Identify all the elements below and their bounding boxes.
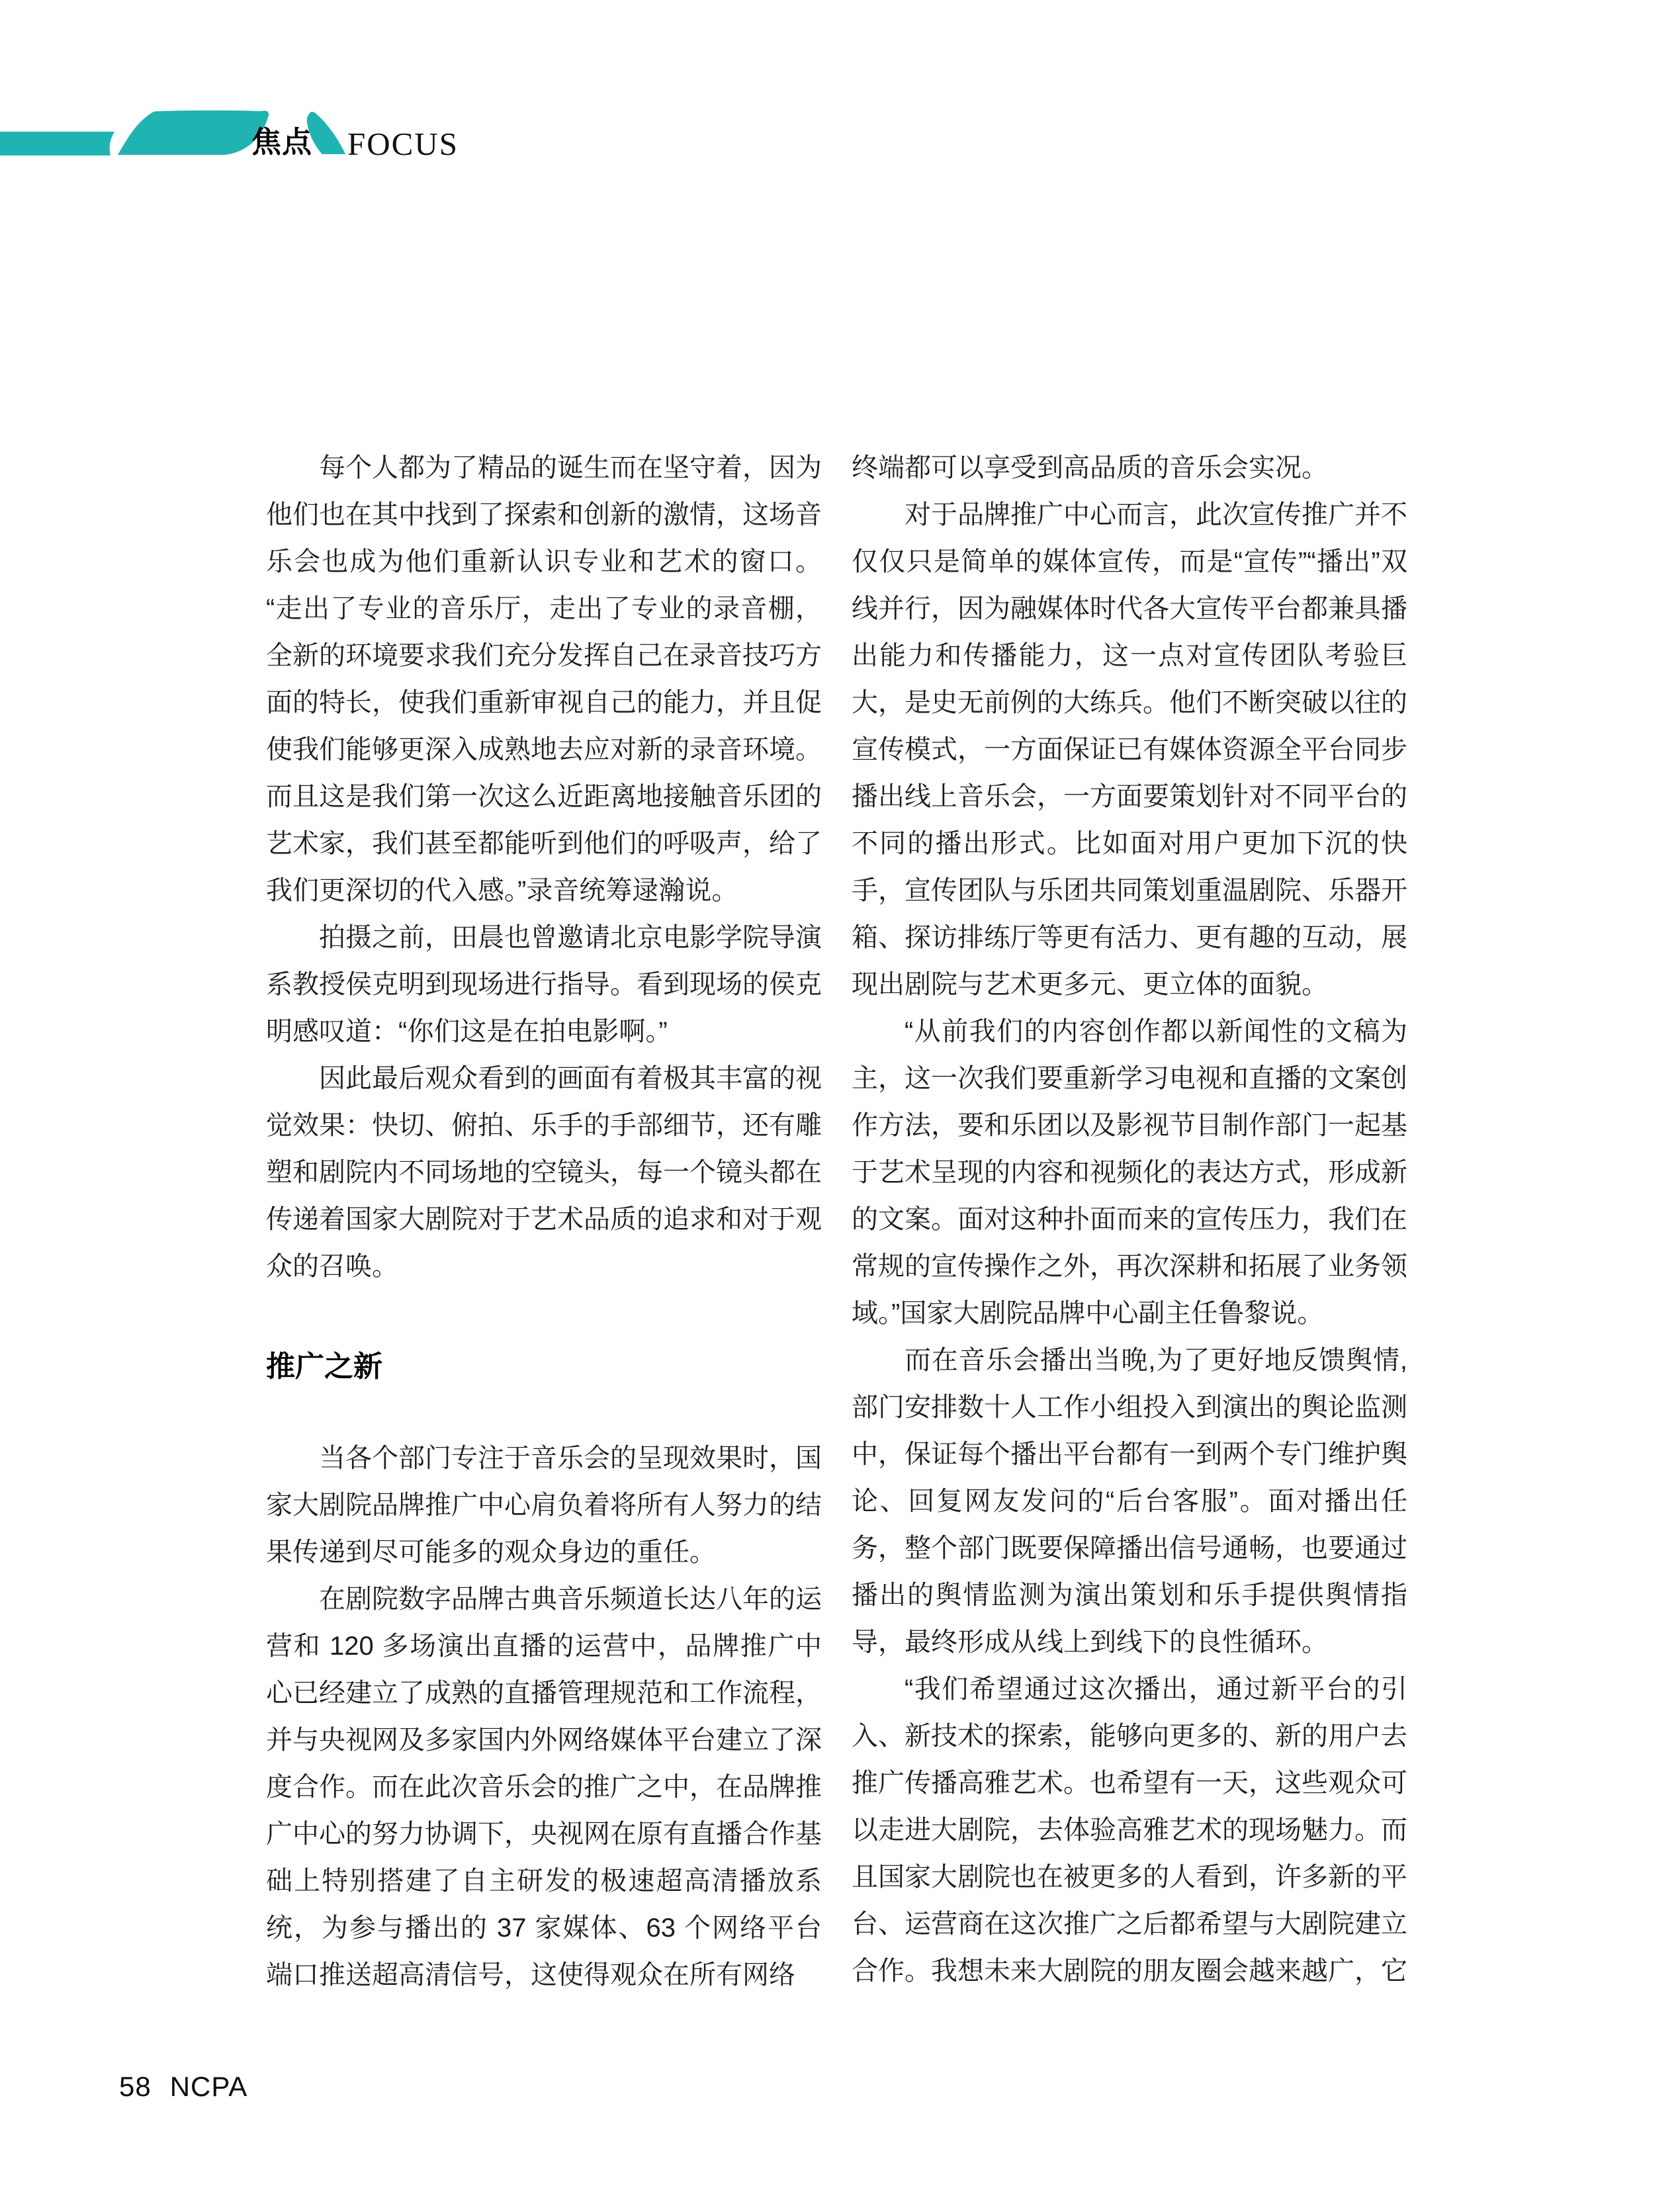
- right-column: [852, 445, 1407, 1999]
- paragraph: “我们希望通过这次播出，通过新平台的引入、新技术的探索，能够向更多的、新的用户去推广传播高雅艺术。也希望有一天，这些观众可以走进大剧院，去体验高雅艺术的现场魅力。而且国家大剧院也在被更多的人看到，许多新的平台、运营商在这次推广之后都希望与大剧院建立合作。我想未来大剧院的朋友圈会越来越广，它: [852, 1675, 1407, 1986]
- paragraph-continuation: 终端都可以享受到高品质的音乐会实况。: [852, 453, 1328, 482]
- paragraph: 拍摄之前，田晨也曾邀请北京电影学院导演系教授侯克明到现场进行指导。看到现场的侯克明感叹道：“你们这是在拍电影啊。”: [266, 923, 822, 1046]
- page-number: 58: [119, 2071, 152, 2102]
- journal-brand: NCPA: [169, 2071, 248, 2102]
- section-heading: 推广之新: [266, 1350, 382, 1383]
- logo-dome-shape: [118, 110, 269, 155]
- logo-bar-shape: [0, 132, 114, 155]
- paragraph: 而在音乐会播出当晚,为了更好地反馈舆情,部门安排数十人工作小组投入到演出的舆论监测中，保证每个播出平台都有一到两个专门维护舆论、回复网友发问的“后台客服”。面对播出任务，整个部门既要保障播出信号通畅，也要通过播出的舆情监测为演出策划和乐手提供舆情指导，最终形成从线上到线下的良性循环。: [852, 1346, 1407, 1657]
- paragraph: 每个人都为了精品的诞生而在坚守着，因为他们也在其中找到了探索和创新的激情，这场音乐会也成为他们重新认识专业和艺术的窗口。“走出了专业的音乐厅，走出了专业的录音棚，全新的环境要求我们充分发挥自己在录音技巧方面的特长，使我们重新审视自己的能力，并且促使我们能够更深入成熟地去应对新的录音环境。而且这是我们第一次这么近距离地接触音乐团的艺术家，我们甚至都能听到他们的呼吸声，给了我们更深切的代入感。”录音统筹逯瀚说。: [266, 453, 822, 905]
- paragraph: “从前我们的内容创作都以新闻性的文稿为主，这一次我们要重新学习电视和直播的文案创作方法，要和乐团以及影视节目制作部门一起基于艺术呈现的内容和视频化的表达方式，形成新的文案。面对这种扑面而来的宣传压力，我们在常规的宣传操作之外，再次深耕和拓展了业务领域。”国家大剧院品牌中心副主任鲁黎说。: [852, 1017, 1407, 1328]
- section-logo-title-cn: 焦点: [251, 125, 313, 159]
- paragraph: 在剧院数字品牌古典音乐频道长达八年的运营和 120 多场演出直播的运营中，品牌推广中心已经建立了成熟的直播管理规范和工作流程，并与央视网及多家国内外网络媒体平台建立了深度合作。而在此次音乐会的推广之中，在品牌推广中心的努力协调下，央视网在原有直播合作基础上特别搭建了自主研发的极速超高清播放系统，为参与播出的 37 家媒体、63 个网络平台端口推送超高清信号，这使得观众在所有网络: [266, 1585, 822, 1990]
- section-logo-title-en: FOCUS: [347, 126, 459, 162]
- left-column: [266, 445, 822, 1999]
- article-body: [266, 445, 1407, 1999]
- paragraph: 因此最后观众看到的画面有着极其丰富的视觉效果：快切、俯拍、乐手的手部细节，还有雕塑和剧院内不同场地的空镜头，每一个镜头都在传递着国家大剧院对于艺术品质的追求和对于观众的召唤。: [266, 1064, 822, 1281]
- paragraph: 当各个部门专注于音乐会的呈现效果时，国家大剧院品牌推广中心肩负着将所有人努力的结果传递到尽可能多的观众身边的重任。: [266, 1444, 822, 1567]
- logo-tail-shape: [307, 112, 345, 154]
- page-footer: [119, 2072, 247, 2101]
- paragraph: 对于品牌推广中心而言，此次宣传推广并不仅仅只是简单的媒体宣传，而是“宣传”“播出”双线并行，因为融媒体时代各大宣传平台都兼具播出能力和传播能力，这一点对宣传团队考验巨大，是史无前例的大练兵。他们不断突破以往的宣传模式，一方面保证已有媒体资源全平台同步播出线上音乐会，一方面要策划针对不同平台的不同的播出形式。比如面对用户更加下沉的快手，宣传团队与乐团共同策划重温剧院、乐器开箱、探访排练厅等更有活力、更有趣的互动，展现出剧院与艺术更多元、更立体的面貌。: [852, 500, 1407, 999]
